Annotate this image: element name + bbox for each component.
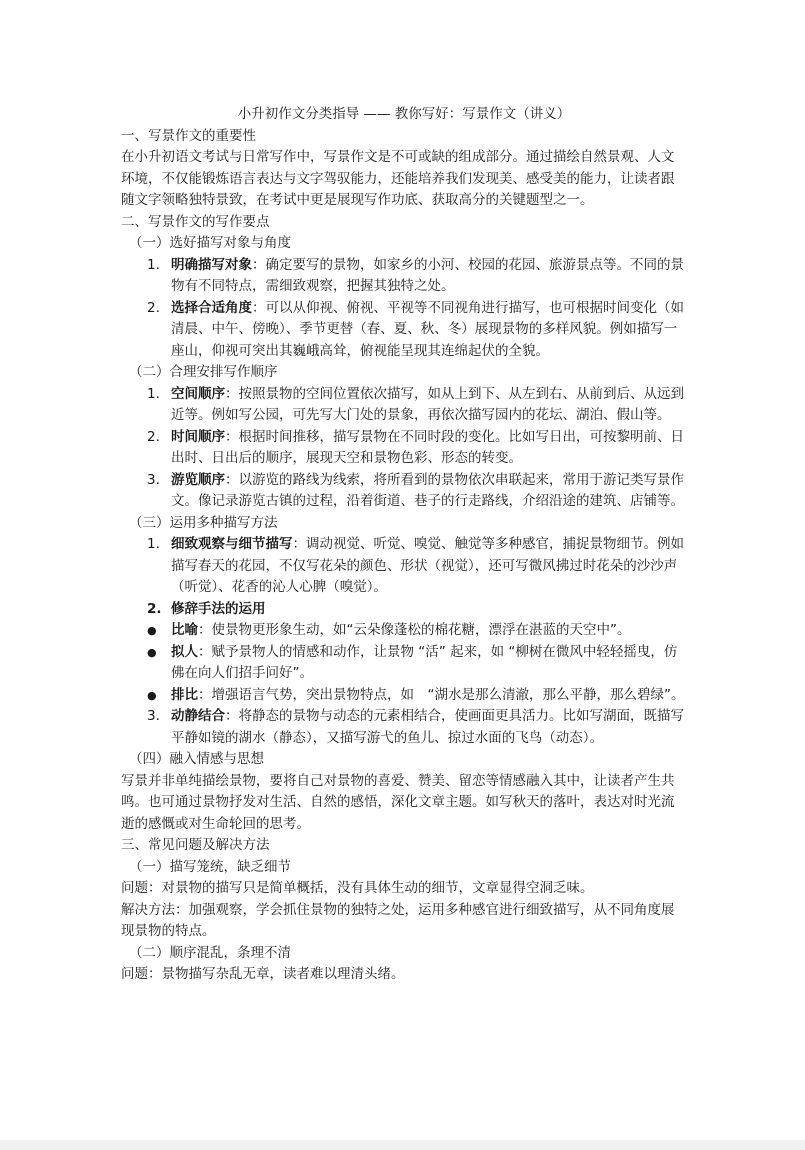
item-number: 1. (147, 536, 160, 552)
bullet-item (121, 620, 687, 642)
document-body (121, 104, 687, 986)
section2-heading: 二、写景作文的写作要点 (121, 213, 270, 230)
section1-paragraph: 在小升初语文考试与日常写作中，写景作文是不可或缺的组成部分。通过描绘自然景观、人文环境，不仅能锻炼语言表达与文字驾驭能力，还能培养我们发现美、感受美的能力，让读者跟随文字领略独特景致，在考试中更是展现写作功底、获取高分的关键题型之一。 (121, 149, 675, 208)
list-item (121, 298, 687, 363)
item-term: 动静结合 (171, 708, 225, 724)
section3-heading: 三、常见问题及解决方法 (121, 837, 270, 853)
item-number: 3. (147, 708, 160, 724)
item-number: 3. (147, 471, 160, 488)
item-term: 空间顺序 (171, 385, 225, 402)
item-number: 2. (147, 299, 160, 316)
list-item (121, 534, 687, 599)
list-item (121, 255, 687, 298)
bullet-dot-icon: ● (147, 688, 157, 702)
item-text: ：确定要写的景物，如家乡的小河、校园的花园、旅游景点等。不同的景物有不同特点，需细致观察，把握其独特之处。 (171, 256, 684, 294)
problem-text: 问题：景物描写杂乱无章，读者难以理清头绪。 (121, 966, 405, 982)
list-item (121, 599, 687, 621)
problem-text: 问题：对景物的描写只是简单概括，没有具体生动的细节，文章显得空洞乏味。 (121, 880, 594, 896)
subsection-3-1-heading: （一）描写笼统，缺乏细节 (129, 858, 291, 875)
section1-heading: 一、写景作文的重要性 (121, 127, 256, 144)
subsection-2-4-heading: （四）融入情感与思想 (129, 751, 264, 767)
item-term: 修辞手法的运用 (171, 600, 266, 617)
item-term: 明确描写对象 (171, 256, 252, 273)
subsection-2-1-heading: （一）选好描写对象与角度 (129, 235, 291, 251)
item-text: ：可以从仰视、俯视、平视等不同视角进行描写，也可根据时间变化（如清晨、中午、傍晚）、季节更替（春、夏、秋、冬）展现景物的多样风貌。例如描写一座山，仰视可突出其巍峨高耸，俯视能呈现其连绵起伏的全貌。 (171, 299, 684, 359)
item-number: 2. (147, 428, 160, 445)
item-term: 比喻 (171, 622, 198, 638)
item-term: 拟人 (171, 643, 198, 660)
item-text: ：将静态的景物与动态的元素相结合，使画面更具活力。比如写湖面，既描写平静如镜的湖水（静态），又描写游弋的鱼儿、掠过水面的飞鸟（动态）。 (171, 708, 684, 746)
item-term: 游览顺序 (171, 471, 225, 488)
list-item (121, 470, 687, 513)
solution-text: 解决方法：加强观察，学会抓住景物的独特之处，运用多种感官进行细致描写，从不同角度展现景物的特点。 (121, 901, 675, 939)
subsection-2-4-paragraph: 写景并非单纯描绘景物，要将自己对景物的喜爱、赞美、留恋等情感融入其中，让读者产生共鸣。也可通过景物抒发对生活、自然的感悟，深化文章主题。如写秋天的落叶，表达对时光流逝的感慨或对生命轮回的思考。 (121, 772, 675, 832)
subsection-2-2-heading: （二）合理安排写作顺序 (129, 364, 278, 380)
item-text: ：根据时间推移，描写景物在不同时段的变化。比如写日出，可按黎明前、日出时、日出后的顺序，展现天空和景物色彩、形态的转变。 (171, 428, 684, 466)
bullet-item (121, 685, 687, 707)
bullet-dot-icon: ● (147, 645, 157, 659)
subsection-2-3-heading: （三）运用多种描写方法 (129, 514, 278, 531)
item-text: ：调动视觉、听觉、嗅觉、触觉等多种感官，捕捉景物细节。例如描写春天的花园，不仅写花朵的颜色、形状（视觉），还可写微风拂过时花朵的沙沙声（听觉）、花香的沁人心脾（嗅觉）。 (171, 536, 684, 595)
bullet-dot-icon: ● (147, 624, 157, 637)
item-text: ：赋予景物人的情感和动作，让景物 “活” 起来，如 “柳树在微风中轻轻摇曳，仿佛在向人们招手问好”。 (171, 643, 678, 681)
item-term: 选择合适角度 (171, 299, 252, 316)
item-term: 细致观察与细节描写 (171, 536, 293, 552)
subsection-3-2-heading: （二）顺序混乱，条理不清 (129, 944, 291, 961)
bullet-item (121, 642, 687, 685)
document-title: 小升初作文分类指导 —— 教你写好：写景作文（讲义） (237, 106, 571, 122)
list-item (121, 706, 687, 749)
list-item (121, 427, 687, 470)
item-term: 时间顺序 (171, 428, 225, 445)
item-text: ：使景物更形象生动，如“云朵像蓬松的棉花糖，漂浮在湛蓝的天空中”。 (198, 622, 631, 638)
item-text: ：增强语言气势，突出景物特点，如 “湖水是那么清澈，那么平静，那么碧绿”。 (198, 686, 685, 703)
item-text: ：以游览的路线为线索，将所看到的景物依次串联起来，常用于游记类写景作文。像记录游览古镇的过程，沿着街道、巷子的行走路线，介绍沿途的建筑、店铺等。 (171, 471, 684, 509)
list-item (121, 384, 687, 427)
item-number: 1. (147, 256, 160, 273)
item-text: ：按照景物的空间位置依次描写，如从上到下、从左到右、从前到后、从远到近等。例如写公园，可先写大门处的景象，再依次描写园内的花坛、湖泊、假山等。 (171, 385, 684, 423)
item-number: 2. (147, 600, 162, 617)
item-number: 1. (147, 385, 160, 402)
item-term: 排比 (171, 686, 198, 703)
